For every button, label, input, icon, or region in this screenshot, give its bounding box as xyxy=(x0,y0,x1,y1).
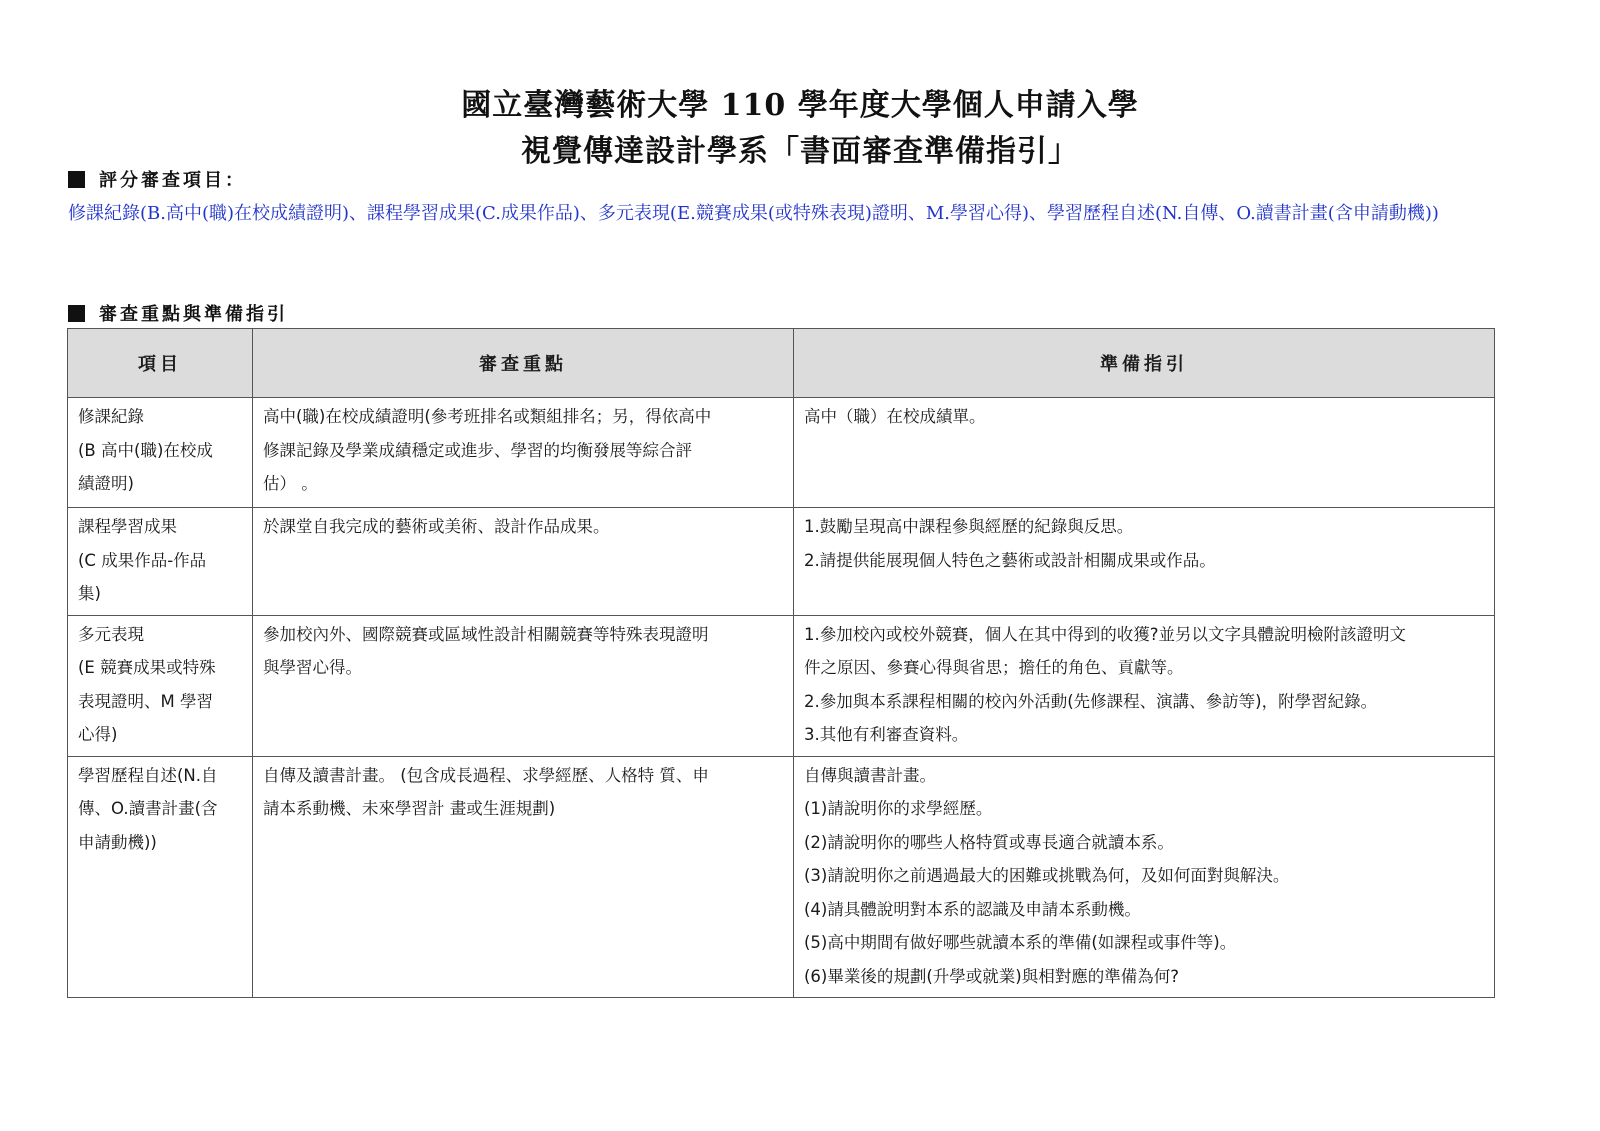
cell-text-line: 績證明) xyxy=(78,474,134,493)
cell-review-focus xyxy=(253,508,794,616)
cell-review-focus xyxy=(253,398,794,508)
cell-text-line: (3)請說明你之前遇過最大的困難或挑戰為何，及如何面對與解決。 xyxy=(804,866,1290,885)
cell-text-line: 集) xyxy=(78,584,101,603)
header-preparation-guide: 準備指引 xyxy=(794,329,1495,398)
cell-text-line: (E 競賽成果或特殊 xyxy=(78,658,216,677)
cell-text-line: 參加校內外、國際競賽或區域性設計相關競賽等特殊表現證明 xyxy=(263,624,709,644)
table-row xyxy=(68,508,1495,616)
table-header-row xyxy=(68,329,1495,398)
header-item: 項目 xyxy=(68,329,253,398)
cell-text-line: 於課堂自我完成的藝術或美術、設計作品成果。 xyxy=(263,517,610,536)
cell-text-line: 課程學習成果 xyxy=(78,517,177,536)
header-review-focus: 審查重點 xyxy=(253,329,794,398)
cell-text-line: 與學習心得。 xyxy=(263,658,362,677)
cell-text-line: 件之原因、參賽心得與省思；擔任的角色、貢獻等。 xyxy=(804,658,1184,677)
cell-text-line: 修課記錄及學業成績穩定或進步、學習的均衡發展等綜合評 xyxy=(263,440,692,460)
cell-text-line: 2.請提供能展現個人特色之藝術或設計相關成果或作品。 xyxy=(804,550,1216,570)
cell-preparation-guide xyxy=(794,615,1495,756)
cell-text-line: 1.參加校內或校外競賽，個人在其中得到的收獲?並另以文字具體說明檢附該證明文 xyxy=(804,624,1407,644)
cell-text-line: 2.參加與本系課程相關的校內外活動(先修課程、演講、參訪等)，附學習紀錄。 xyxy=(804,691,1378,711)
section-heading-label: 評分審查項目： xyxy=(99,170,246,191)
cell-text-line: 估） 。 xyxy=(263,474,318,493)
cell-text-line: (B 高中(職)在校成 xyxy=(78,440,213,460)
cell-text-line: 修課紀錄 xyxy=(78,407,144,426)
table-row xyxy=(68,398,1495,508)
cell-preparation-guide xyxy=(794,756,1495,998)
section-heading-review-guide xyxy=(68,300,288,326)
cell-text-line: (2)請說明你的哪些人格特質或專長適合就讀本系。 xyxy=(804,832,1174,852)
cell-text-line: 請本系動機、未來學習計 畫或生涯規劃) xyxy=(263,799,556,818)
cell-text-line: (6)畢業後的規劃(升學或就業)與相對應的準備為何? xyxy=(804,966,1180,986)
cell-item xyxy=(68,615,253,756)
cell-review-focus xyxy=(253,615,794,756)
cell-text-line: 申請動機)) xyxy=(78,832,157,852)
cell-text-line: 自傳與讀書計畫。 xyxy=(804,765,936,785)
cell-review-focus xyxy=(253,756,794,998)
section-heading-scoring-items xyxy=(68,166,246,192)
square-bullet-icon xyxy=(68,305,85,322)
cell-text-line: 高中(職)在校成績證明(參考班排名或類組排名；另，得依高中 xyxy=(263,407,712,426)
table-row xyxy=(68,615,1495,756)
cell-text-line: (5)高中期間有做好哪些就讀本系的準備(如課程或事件等)。 xyxy=(804,933,1237,952)
cell-text-line: (1)請說明你的求學經歷。 xyxy=(804,799,993,818)
document-title-line1: 國立臺灣藝術大學 110 學年度大學個人申請入學 xyxy=(461,88,1139,123)
cell-text-line: (C 成果作品-作品 xyxy=(78,550,207,570)
cell-preparation-guide xyxy=(794,508,1495,616)
cell-text-line: 傳、O.讀書計畫(含 xyxy=(78,799,218,818)
cell-preparation-guide xyxy=(794,398,1495,508)
square-bullet-icon xyxy=(68,171,85,188)
review-guide-table xyxy=(67,328,1495,998)
cell-text-line: 高中（職）在校成績單。 xyxy=(804,407,986,426)
cell-item xyxy=(68,398,253,508)
cell-text-line: 表現證明、M 學習 xyxy=(78,691,213,711)
cell-text-line: 3.其他有利審查資料。 xyxy=(804,725,969,744)
document-title-line2: 視覺傳達設計學系「書面審查準備指引」 xyxy=(521,134,1079,169)
cell-text-line: 1.鼓勵呈現高中課程參與經歷的紀錄與反思。 xyxy=(804,517,1134,536)
cell-text-line: 心得) xyxy=(78,725,118,744)
cell-text-line: (4)請具體說明對本系的認識及申請本系動機。 xyxy=(804,899,1141,919)
cell-item xyxy=(68,508,253,616)
cell-item xyxy=(68,756,253,998)
cell-text-line: 自傳及讀書計畫。 (包含成長過程、求學經歷、人格特 質、申 xyxy=(263,765,709,785)
cell-text-line: 多元表現 xyxy=(78,624,144,644)
cell-text-line: 學習歷程自述(N.自 xyxy=(78,765,218,785)
scoring-items-text: 修課紀錄(B.高中(職)在校成績證明)、課程學習成果(C.成果作品)、多元表現(E.競賽成果(或特殊表現)證明、M.學習心得)、學習歷程自述(N.自傳、O.讀書計畫(含申請動機)) xyxy=(68,203,1439,224)
table-row xyxy=(68,756,1495,998)
section-heading-label: 審查重點與準備指引 xyxy=(99,304,288,325)
